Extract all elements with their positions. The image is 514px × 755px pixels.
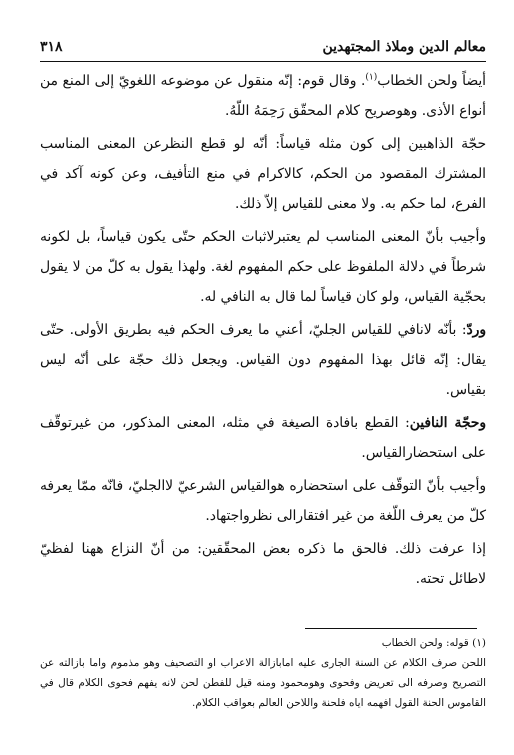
paragraph-4-text: : بأنّه لانافي للقياس الجليّ، أعني ما يعرف الحكم فيه بطريق الأولى. حتّى يقال: إنّه قائل بهذا المفهوم دون القياس. ويجعل ذلك حجّة على أنّه ليس بقياس. <box>40 322 486 398</box>
paragraph-3: وأجيب بأنّ المعنى المناسب لم يعتبرلاثبات الحكم حتّى يكون قياساً، بل لكونه شرطاً في دلالة الملفوظ على حكم المفهوم لغة. ولهذا يقول به كلّ من لا يقول بحجّية القياس، ولو كان قياساً لما قال به النافي له. <box>40 229 486 305</box>
book-title: معالم الدين وملاذ المجتهدين <box>322 39 486 55</box>
footnote-text: اللحن صرف الكلام عن السنة الجارى عليه امابازالة الاعراب او التصحيف وهو مذموم واما بازالته عن التصريح وصرفه الى تعريض وفحوى وهومحمود ومنه قيل للفطن لحن لانه يفهم فحوى الكلام قال في القاموس الحنة القول افهمه اياه فلحنة واللاحن العالم بعواقب الكلام. <box>40 657 486 709</box>
paragraph-7: إذا عرفت ذلك. فالحق ما ذكره بعض المحقّقين: من أنّ النزاع ههنا لفظيّ لاطائل تحته. <box>40 541 486 587</box>
paragraph-4-lead: وردّ <box>466 322 486 338</box>
paragraph-1-start: أيضاً ولحن الخطاب <box>377 73 486 89</box>
running-header <box>40 36 486 58</box>
footnote-heading: (١) قوله: ولحن الخطاب <box>381 637 486 649</box>
paragraph-5-lead: وحجّة النافين <box>409 415 486 431</box>
paragraph-5-text: : القطع بافادة الصيغة في مثله، المعنى المذكور، من غيرتوقّف على استحضارالقياس. <box>40 415 486 461</box>
paragraph-1 <box>40 66 486 126</box>
footnote-divider <box>305 628 477 629</box>
header-divider <box>40 61 486 62</box>
paragraph-1-rest: . وقال قوم: إنّه منقول عن موضوعه اللغويّ إلى المنع من أنواع الأذى. وهوصريح كلام المحقّق رَحِمَهُ اللّهُ. <box>40 73 486 119</box>
page-number: ٣١٨ <box>40 39 63 55</box>
paragraph-4 <box>40 315 486 405</box>
paragraph-5 <box>40 408 486 468</box>
main-text <box>40 66 486 597</box>
paragraph-2: حجّة الذاهبين إلى كون مثله قياساً: أنّه لو قطع النظرعن المعنى المناسب المشترك المقصود من الحكم، كالاكرام في منع التأفيف، وعن كونه آكد في الفرع، لما حكم به. ولا معنى للقياس إلاّ ذلك. <box>40 136 486 212</box>
paragraph-6: وأجيب بأنّ التوقّف على استحضاره هوالقياس الشرعيّ لاالجليّ، فانّه ممّا يعرفه كلّ من يعرف اللّغة من غير افتقارالى نظرواجتهاد. <box>40 478 486 524</box>
footnotes <box>40 633 486 713</box>
footnote-ref[interactable]: (١) <box>365 72 378 83</box>
